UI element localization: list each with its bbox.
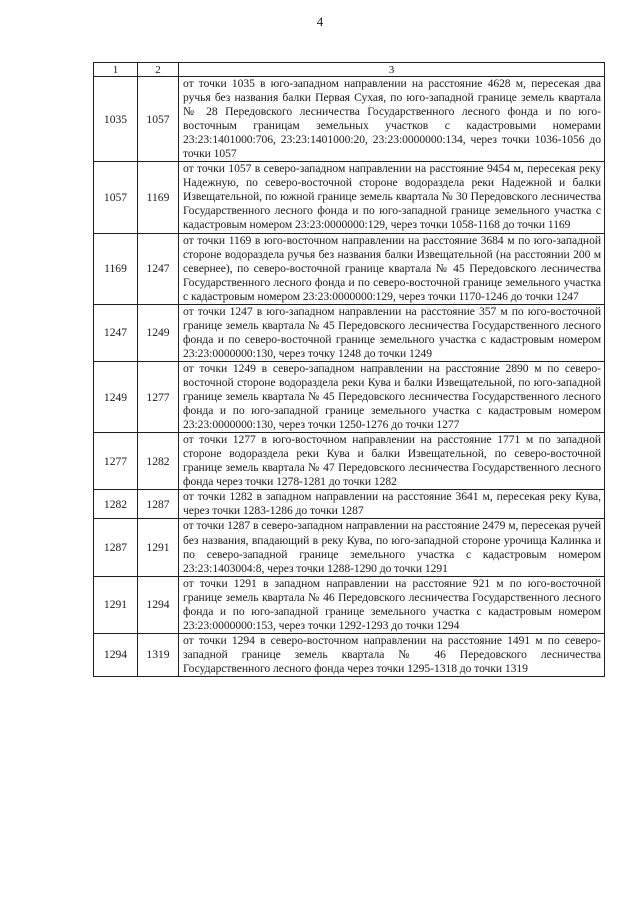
to-point-cell: 1169 xyxy=(138,162,179,233)
to-point-cell: 1287 xyxy=(138,490,179,519)
to-point-cell: 1282 xyxy=(138,433,179,490)
description-cell: от точки 1282 в западном направлении на расстояние 3641 м, пересекая реку Кува, через точки 1283-1286 до точки 1287 xyxy=(179,490,605,519)
description-cell: от точки 1287 в северо-западном направлении на расстояние 2479 м, пересекая ручей без названия, впадающий в реку Кува, по юго-западной стороне урочища Калинка и по северо-западной границе земельного участка с кадастровым номером 23:23:1403004:8, через точки 1288-1290 до точки 1291 xyxy=(179,519,605,576)
header-row xyxy=(94,63,605,77)
to-point-cell: 1319 xyxy=(138,633,179,676)
header-col-2: 2 xyxy=(138,63,179,77)
to-point-cell: 1249 xyxy=(138,304,179,361)
description-cell: от точки 1277 в юго-восточном направлении на расстояние 1771 м по западной стороне водораздела реки Кува и балки Извещательной, по северо-восточной границе земель квартала № 47 Передовского лесничества Государственного лесного фонда через точки 1278-1281 до точки 1282 xyxy=(179,433,605,490)
from-point-cell: 1291 xyxy=(94,576,138,633)
from-point-cell: 1287 xyxy=(94,519,138,576)
to-point-cell: 1277 xyxy=(138,361,179,432)
to-point-cell: 1294 xyxy=(138,576,179,633)
table-row xyxy=(94,490,605,519)
description-cell: от точки 1249 в северо-западном направлении на расстояние 2890 м по северо-восточной стороне водораздела реки Кува и балки Извещательной, по юго-западной границе земель квартала № 45 Передовского лесничества Государственного лесного фонда и по юго-западной границе земельного участка с кадастровым номером 23:23:0000000:130, через точки 1250-1276 до точки 1277 xyxy=(179,361,605,432)
header-col-3: 3 xyxy=(179,63,605,77)
description-cell: от точки 1291 в западном направлении на расстояние 921 м по юго-восточной границе земель квартала № 46 Передовского лесничества Государственного лесного фонда и по юго-западной границе земельного участка с кадастровым номером 23:23:0000000:153, через точки 1292-1293 до точки 1294 xyxy=(179,576,605,633)
description-cell: от точки 1247 в юго-западном направлении на расстояние 357 м по юго-восточной границе земель квартала № 45 Передовского лесничества Государственного лесного фонда и по северо-восточной границе земельного участка с кадастровым номером 23:23:0000000:130, через точку 1248 до точки 1249 xyxy=(179,304,605,361)
table-row xyxy=(94,576,605,633)
table-row xyxy=(94,233,605,304)
description-cell: от точки 1035 в юго-западном направлении на расстояние 4628 м, пересекая два ручья без названия балки Первая Сухая, по юго-западной границе земель квартала № 28 Передовского лесничества Государственного лесного фонда и по юго-восточным границам земельных участков с кадастровыми номерами 23:23:1401000:706, 23:23:1401000:20, 23:23:0000000:134, через точки 1036-1056 до точки 1057 xyxy=(179,77,605,162)
description-cell: от точки 1169 в юго-восточном направлении на расстояние 3684 м по юго-западной стороне водораздела ручья без названия балки Извещательной (на расстоянии 200 м севернее), по северо-восточной границе квартала № 45 Передовского лесничества Государственного лесного фонда и по северо-восточной границе земельного участка с кадастровым номером 23:23:0000000:129, через точки 1170-1246 до точки 1247 xyxy=(179,233,605,304)
from-point-cell: 1277 xyxy=(94,433,138,490)
table-row xyxy=(94,433,605,490)
table-row xyxy=(94,361,605,432)
table-row xyxy=(94,519,605,576)
from-point-cell: 1057 xyxy=(94,162,138,233)
boundary-description-table xyxy=(93,62,605,677)
table-row xyxy=(94,304,605,361)
to-point-cell: 1247 xyxy=(138,233,179,304)
page-number: 4 xyxy=(316,14,324,29)
table-row xyxy=(94,633,605,676)
from-point-cell: 1249 xyxy=(94,361,138,432)
to-point-cell: 1291 xyxy=(138,519,179,576)
from-point-cell: 1247 xyxy=(94,304,138,361)
header-col-1: 1 xyxy=(94,63,138,77)
description-cell: от точки 1294 в северо-восточном направлении на расстояние 1491 м по северо-западной границе земель квартала № 46 Передовского лесничества Государственного лесного фонда через точки 1295-1318 до точки 1319 xyxy=(179,633,605,676)
from-point-cell: 1169 xyxy=(94,233,138,304)
description-cell: от точки 1057 в северо-западном направлении на расстояние 9454 м, пересекая реку Надежную, по северо-восточной стороне водораздела реки Надежной и балки Извещательной, по южной границе земель квартала № 30 Передовского лесничества Государственного лесного фонда и по юго-западной границе земельного участка с кадастровым номером 23:23:0000000:129, через точки 1058-1168 до точки 1169 xyxy=(179,162,605,233)
to-point-cell: 1057 xyxy=(138,77,179,162)
table-row xyxy=(94,77,605,162)
from-point-cell: 1294 xyxy=(94,633,138,676)
from-point-cell: 1282 xyxy=(94,490,138,519)
from-point-cell: 1035 xyxy=(94,77,138,162)
table-row xyxy=(94,162,605,233)
